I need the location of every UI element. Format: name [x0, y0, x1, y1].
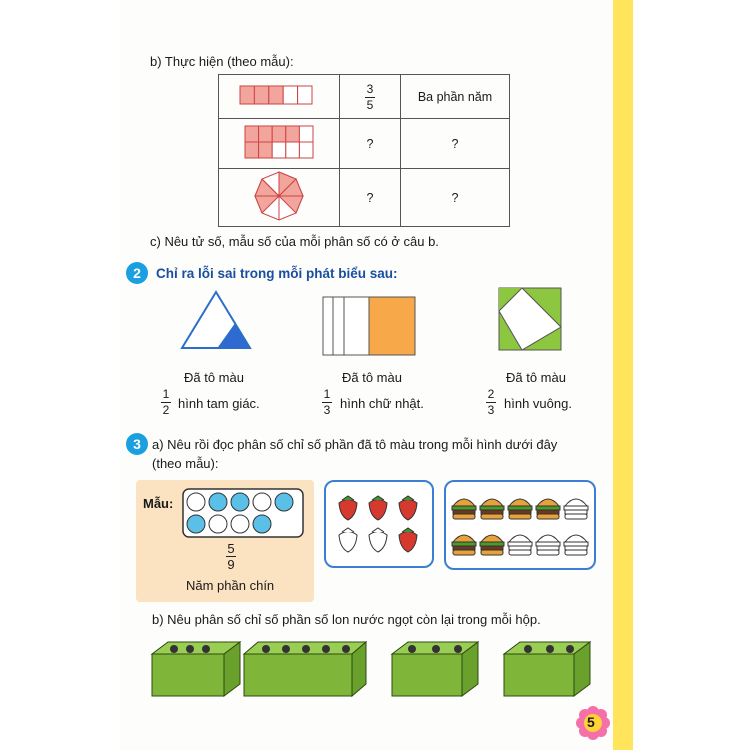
square-figure — [498, 287, 562, 351]
statement-1-numerator: 1 — [162, 387, 170, 401]
strip-shape — [239, 85, 319, 105]
exercise-2-badge: 2 — [126, 262, 148, 284]
strawberry-icon — [339, 532, 357, 553]
statement-2-line2: hình chữ nhật. — [340, 396, 424, 411]
exercise-3-badge: 3 — [126, 433, 148, 455]
sample-circle — [231, 515, 249, 533]
burgers — [446, 482, 594, 568]
part-c-instruction: c) Nêu tử số, mẫu số của mỗi phân số có ở câu b. — [150, 234, 439, 249]
burger-box — [444, 480, 596, 570]
burger-icon — [452, 499, 476, 519]
strawberry-icon — [339, 500, 357, 521]
octagon-shape — [253, 170, 305, 222]
question-cell: ? — [340, 169, 401, 227]
sample-circle — [275, 493, 293, 511]
strawberry-leaf-icon — [402, 528, 414, 532]
burger-icon — [508, 535, 532, 555]
statement-3-denominator: 3 — [487, 403, 495, 417]
strip-cell — [219, 75, 340, 119]
statement-1-denominator: 2 — [162, 403, 170, 417]
sample-circle — [253, 493, 271, 511]
strawberries — [326, 482, 432, 566]
fraction-table — [218, 74, 510, 227]
burger-icon — [564, 535, 588, 555]
statement-2-numerator: 1 — [323, 387, 331, 401]
sample-denominator: 5 — [366, 97, 374, 112]
strawberry-leaf-icon — [372, 496, 384, 500]
sample-frac-denominator: 9 — [227, 557, 235, 572]
strawberry-leaf-icon — [342, 496, 354, 500]
triangle-figure — [180, 290, 252, 352]
crate-2 — [244, 642, 366, 696]
statement-3-line2: hình vuông. — [504, 396, 572, 411]
burger-icon — [564, 499, 588, 519]
burger-icon — [508, 499, 532, 519]
burger-icon — [480, 499, 504, 519]
statement-1-fraction — [161, 388, 171, 417]
strawberry-icon — [399, 532, 417, 553]
sample-fraction — [226, 542, 236, 571]
statement-3-numerator: 2 — [487, 387, 495, 401]
sample-reading: Năm phần chín — [186, 578, 275, 593]
strawberry-leaf-icon — [342, 528, 354, 532]
sample-circle — [187, 493, 205, 511]
statement-1-line1: Đã tô màu — [184, 370, 244, 385]
statement-2-denominator: 3 — [323, 403, 331, 417]
burger-icon — [480, 535, 504, 555]
can-crates — [140, 640, 600, 704]
page-edge-strip — [613, 0, 633, 750]
rectangle-figure — [322, 296, 416, 356]
strawberry-icon — [369, 532, 387, 553]
sample-numerator: 3 — [366, 81, 374, 96]
question-cell: ? — [401, 169, 510, 227]
sample-frac-numerator: 5 — [227, 541, 235, 556]
exercise-3b-instruction: b) Nêu phân số chỉ số phần số lon nước ngọt còn lại trong mỗi hộp. — [152, 612, 541, 627]
sample-label: Mẫu: — [143, 496, 174, 511]
page-number: 5 — [587, 714, 595, 730]
statement-2-line1: Đã tô màu — [342, 370, 402, 385]
statement-1-line2: hình tam giác. — [178, 396, 260, 411]
crate-1 — [152, 642, 240, 696]
sample-reading-cell: Ba phần năm — [401, 75, 510, 119]
strawberry-icon — [369, 500, 387, 521]
part-b-instruction: b) Thực hiện (theo mẫu): — [150, 54, 294, 69]
sample-circle — [209, 493, 227, 511]
burger-icon — [452, 535, 476, 555]
crate-3 — [392, 642, 478, 696]
sample-circle — [209, 515, 227, 533]
octagon-cell — [219, 169, 340, 227]
crate-4 — [504, 642, 590, 696]
exercise-3a-instruction-line2: (theo mẫu): — [152, 456, 219, 471]
burger-icon — [536, 535, 560, 555]
sample-fraction-cell — [340, 75, 401, 119]
grid-shape — [244, 125, 314, 159]
exercise-2-title: Chỉ ra lỗi sai trong mỗi phát biểu sau: — [156, 266, 398, 281]
grid-cell — [219, 119, 340, 169]
sample-circle — [231, 493, 249, 511]
statement-3-line1: Đã tô màu — [506, 370, 566, 385]
strawberry-leaf-icon — [402, 496, 414, 500]
strawberry-icon — [399, 500, 417, 521]
sample-circle — [253, 515, 271, 533]
statement-3-fraction — [486, 388, 496, 417]
statement-2-fraction — [322, 388, 332, 417]
burger-icon — [536, 499, 560, 519]
sample-circles — [182, 488, 304, 538]
question-cell: ? — [401, 119, 510, 169]
question-cell: ? — [340, 119, 401, 169]
strawberry-box — [324, 480, 434, 568]
strawberry-leaf-icon — [372, 528, 384, 532]
sample-circle — [187, 515, 205, 533]
exercise-3a-instruction-line1: a) Nêu rồi đọc phân số chỉ số phần đã tô màu trong mỗi hình dưới đây — [152, 437, 558, 452]
